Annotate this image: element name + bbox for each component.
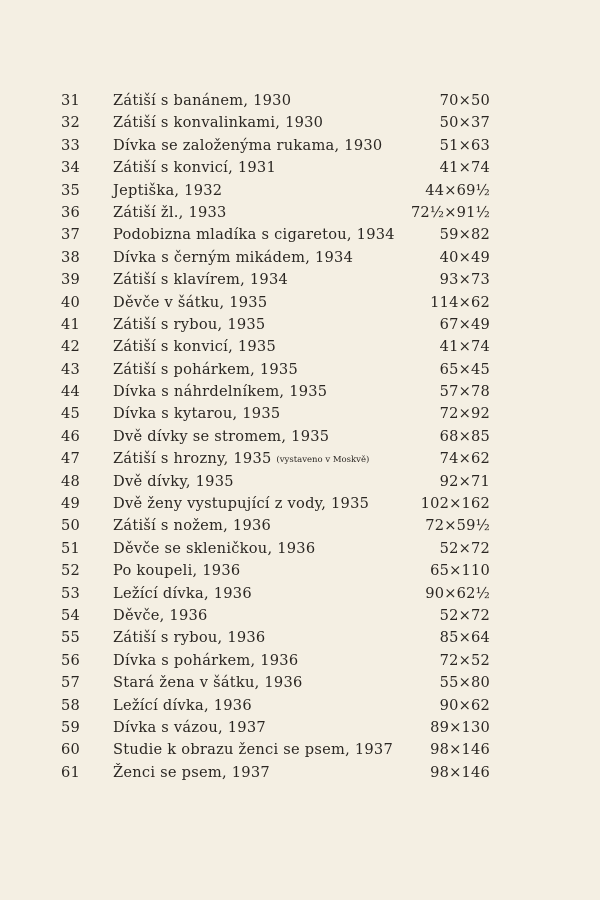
catalog-row — [0, 560, 600, 582]
artwork-title — [113, 381, 327, 403]
catalog-number: 42 — [61, 338, 80, 356]
artwork-dimensions: 52×72 — [439, 606, 490, 624]
artwork-title-text: Zátiší s rybou, 1936 — [113, 629, 266, 647]
artwork-title — [113, 493, 369, 515]
artwork-title — [113, 247, 353, 269]
artwork-title — [113, 135, 382, 157]
catalog-number: 57 — [61, 674, 80, 692]
artwork-title — [113, 695, 252, 717]
artwork-title-text: Dívka s vázou, 1937 — [113, 718, 266, 736]
catalog-row — [0, 135, 600, 157]
artwork-dimensions: 67×49 — [439, 315, 490, 333]
artwork-dimensions: 74×62 — [439, 450, 490, 468]
catalog-number: 47 — [61, 450, 80, 468]
catalog-row — [0, 672, 600, 694]
artwork-title — [113, 90, 291, 112]
artwork-title — [113, 650, 298, 672]
catalog-number: 41 — [61, 315, 80, 333]
artwork-dimensions: 59×82 — [439, 226, 490, 244]
artwork-title — [113, 224, 395, 246]
artwork-title — [113, 762, 270, 784]
artwork-title-text: Zátiší s hrozny, 1935 — [113, 450, 272, 468]
artwork-title-text: Dívka s pohárkem, 1936 — [113, 651, 299, 669]
catalog-number: 56 — [61, 651, 80, 669]
catalog-row — [0, 471, 600, 493]
artwork-title — [113, 292, 267, 314]
catalog-row — [0, 605, 600, 627]
artwork-dimensions: 55×80 — [439, 674, 490, 692]
artwork-dimensions: 93×73 — [439, 271, 490, 289]
catalog-number: 58 — [61, 696, 80, 714]
artwork-title-text: Zátiší s konvicí, 1931 — [113, 159, 276, 177]
artwork-title-text: Zátiší s klavírem, 1934 — [113, 271, 289, 289]
artwork-title-text: Děvče, 1936 — [113, 606, 208, 624]
artwork-title — [113, 739, 393, 761]
catalog-row — [0, 359, 600, 381]
catalog-row — [0, 247, 600, 269]
artwork-catalog-list — [0, 90, 600, 784]
catalog-row — [0, 112, 600, 134]
artwork-title-text: Zátiší s rybou, 1935 — [113, 315, 266, 333]
catalog-number: 49 — [61, 495, 80, 513]
artwork-title-text: Zátiší žl., 1933 — [113, 203, 227, 221]
artwork-dimensions: 72×59½ — [425, 517, 490, 535]
artwork-title-text: Ženci se psem, 1937 — [113, 763, 270, 781]
artwork-dimensions: 90×62 — [439, 696, 490, 714]
artwork-title-text: Dívka s černým mikádem, 1934 — [113, 248, 354, 266]
catalog-row — [0, 403, 600, 425]
artwork-title-text: Zátiší s banánem, 1930 — [113, 92, 292, 109]
artwork-title-text: Dvě ženy vystupující z vody, 1935 — [113, 495, 370, 513]
artwork-title — [113, 403, 280, 425]
artwork-dimensions: 90×62½ — [425, 584, 490, 602]
catalog-row — [0, 381, 600, 403]
catalog-number: 61 — [61, 763, 80, 781]
artwork-dimensions: 92×71 — [439, 472, 490, 490]
catalog-number: 50 — [61, 517, 80, 535]
catalog-row — [0, 739, 600, 761]
artwork-dimensions: 44×69½ — [425, 181, 490, 199]
catalog-number: 36 — [61, 203, 80, 221]
artwork-title-text: Po koupeli, 1936 — [113, 562, 241, 580]
catalog-number: 53 — [61, 584, 80, 602]
artwork-title — [113, 471, 234, 493]
catalog-number: 31 — [61, 92, 80, 109]
artwork-title-text: Dívka s náhrdelníkem, 1935 — [113, 383, 328, 401]
catalog-row — [0, 202, 600, 224]
artwork-title-text: Podobizna mladíka s cigaretou, 1934 — [113, 226, 395, 244]
catalog-number: 54 — [61, 606, 80, 624]
catalog-number: 34 — [61, 159, 80, 177]
artwork-dimensions: 41×74 — [439, 338, 490, 356]
artwork-title-text: Dívka se založenýma rukama, 1930 — [113, 136, 383, 154]
artwork-dimensions: 40×49 — [439, 248, 490, 266]
artwork-title — [113, 605, 208, 627]
artwork-title — [113, 717, 266, 739]
catalog-row — [0, 583, 600, 605]
artwork-title-text: Ležící dívka, 1936 — [113, 584, 252, 602]
catalog-row — [0, 515, 600, 537]
artwork-title-text: Děvče se skleničkou, 1936 — [113, 539, 316, 557]
catalog-row — [0, 180, 600, 202]
artwork-title-text: Jeptiška, 1932 — [113, 181, 223, 199]
artwork-title — [113, 336, 276, 358]
catalog-number: 35 — [61, 181, 80, 199]
catalog-number: 59 — [61, 718, 80, 736]
catalog-row — [0, 269, 600, 291]
catalog-row — [0, 762, 600, 784]
catalog-row — [0, 695, 600, 717]
artwork-dimensions: 98×146 — [430, 741, 490, 759]
artwork-title-text: Zátiší s konvalinkami, 1930 — [113, 114, 324, 132]
catalog-row — [0, 292, 600, 314]
artwork-dimensions: 98×146 — [430, 763, 490, 781]
artwork-title — [113, 560, 240, 582]
catalog-number: 60 — [61, 741, 80, 759]
catalog-number: 43 — [61, 360, 80, 378]
artwork-dimensions: 65×45 — [439, 360, 490, 378]
catalog-row — [0, 336, 600, 358]
artwork-title-text: Dvě dívky, 1935 — [113, 472, 234, 490]
artwork-dimensions: 85×64 — [439, 629, 490, 647]
catalog-row — [0, 493, 600, 515]
artwork-title — [113, 538, 315, 560]
artwork-title — [113, 180, 222, 202]
catalog-row — [0, 314, 600, 336]
artwork-title-text: Ležící dívka, 1936 — [113, 696, 252, 714]
artwork-title — [113, 515, 271, 537]
artwork-title — [113, 426, 329, 448]
catalog-number: 55 — [61, 629, 80, 647]
artwork-title — [113, 583, 252, 605]
artwork-dimensions: 51×63 — [439, 136, 490, 154]
artwork-title-text: Děvče v šátku, 1935 — [113, 293, 268, 311]
catalog-row — [0, 627, 600, 649]
artwork-title-text: Studie k obrazu ženci se psem, 1937 — [113, 741, 394, 759]
catalog-number: 33 — [61, 136, 80, 154]
artwork-title — [113, 672, 303, 694]
artwork-dimensions: 52×72 — [439, 539, 490, 557]
catalog-number: 37 — [61, 226, 80, 244]
catalog-row — [0, 717, 600, 739]
catalog-row — [0, 448, 600, 470]
artwork-note: (vystaveno v Moskvě) — [276, 455, 370, 466]
artwork-title — [113, 314, 265, 336]
artwork-dimensions: 72½×91½ — [410, 203, 490, 221]
catalog-number: 44 — [61, 383, 80, 401]
artwork-dimensions: 57×78 — [439, 383, 490, 401]
catalog-number: 38 — [61, 248, 80, 266]
catalog-number: 32 — [61, 114, 80, 132]
artwork-dimensions: 102×162 — [420, 495, 490, 513]
catalog-number: 45 — [61, 405, 80, 423]
artwork-dimensions: 72×52 — [439, 651, 490, 669]
artwork-dimensions: 72×92 — [439, 405, 490, 423]
catalog-number: 51 — [61, 539, 80, 557]
artwork-title — [113, 202, 227, 224]
catalog-row — [0, 224, 600, 246]
artwork-title-text: Dvě dívky se stromem, 1935 — [113, 427, 330, 445]
artwork-title — [113, 627, 265, 649]
artwork-title-text: Stará žena v šátku, 1936 — [113, 674, 303, 692]
catalog-number: 39 — [61, 271, 80, 289]
artwork-dimensions: 89×130 — [430, 718, 490, 736]
artwork-title-text: Zátiší s pohárkem, 1935 — [113, 360, 298, 378]
artwork-dimensions: 50×37 — [439, 114, 490, 132]
artwork-title — [113, 269, 288, 291]
artwork-title-text: Dívka s kytarou, 1935 — [113, 405, 281, 423]
catalog-row — [0, 650, 600, 672]
artwork-dimensions: 68×85 — [439, 427, 490, 445]
catalog-number: 48 — [61, 472, 80, 490]
artwork-title — [113, 448, 369, 471]
artwork-title-text: Zátiší s nožem, 1936 — [113, 517, 272, 535]
artwork-dimensions: 70×50 — [439, 92, 490, 109]
catalog-row — [0, 90, 600, 112]
artwork-title — [113, 112, 323, 134]
catalog-row — [0, 538, 600, 560]
artwork-dimensions: 114×62 — [430, 293, 490, 311]
catalog-row — [0, 157, 600, 179]
catalog-number: 46 — [61, 427, 80, 445]
artwork-dimensions: 65×110 — [430, 562, 490, 580]
catalog-number: 40 — [61, 293, 80, 311]
artwork-dimensions: 41×74 — [439, 159, 490, 177]
artwork-title — [113, 359, 298, 381]
artwork-title-text: Zátiší s konvicí, 1935 — [113, 338, 276, 356]
catalog-number: 52 — [61, 562, 80, 580]
artwork-title — [113, 157, 276, 179]
catalog-row — [0, 426, 600, 448]
